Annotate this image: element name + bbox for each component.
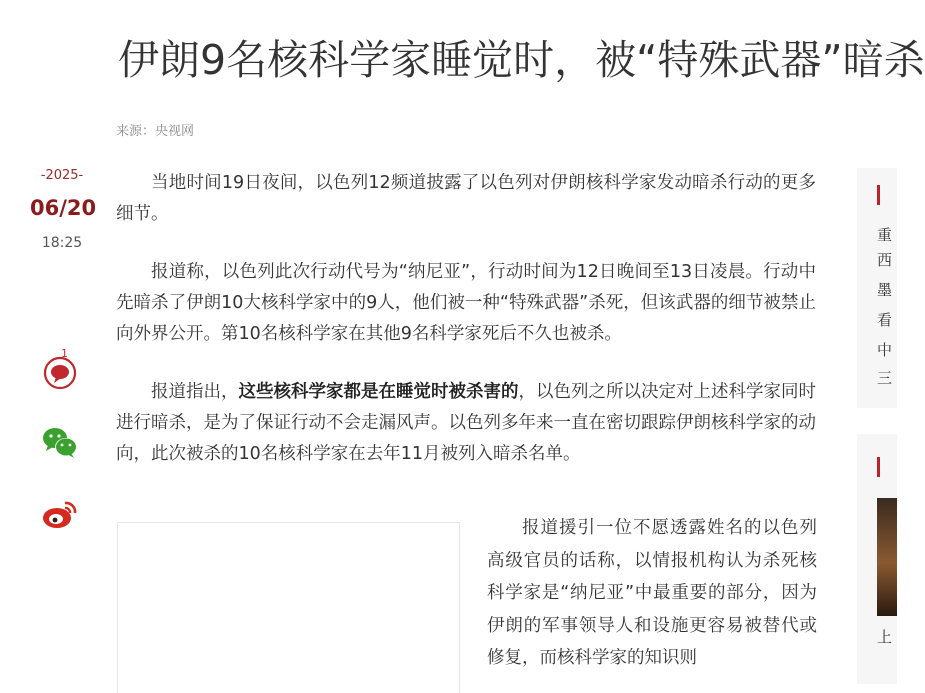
wechat-share-button[interactable] [40,423,80,463]
paragraph: 报道称，以色列此次行动代号为“纳尼亚”，行动时间为12日晚间至13日凌晨。行动中先暗杀了伊朗10大核科学家中的9人，他们被一种“特殊武器”杀死，但该武器的细节被禁止向外界公开。第10名核科学家在其他9名科学家死后不久也被杀。 [116,262,816,344]
featured-thumbnail[interactable] [877,498,897,616]
paragraph-rest: ，以色列之所以决定对上述科学家同时进行暗杀，是为了保证行动不会走漏风声。以色列多年来一直在密切跟踪伊朗核科学家的动向，此次被杀的10名核科学家在去年11月被列入暗杀名单。 [116,382,816,464]
section-marker [877,457,880,477]
paragraph-highlight: 这些核科学家都是在睡觉时被杀害的 [238,382,519,402]
wechat-icon [40,423,80,463]
date-year: -2025- [40,168,84,183]
related-news-item[interactable]: 中 [877,341,893,359]
section-marker [877,185,880,205]
comment-icon [40,352,80,392]
article-source: 来源：央视网 [116,124,195,139]
paragraph: 当地时间19日夜间，以色列12频道披露了以色列对伊朗核科学家发动暗杀行动的更多细节。 [116,173,816,224]
related-news-item[interactable]: 墨 [877,281,893,299]
related-news-item[interactable]: 三 [877,369,893,387]
date-day: 06/20 [30,196,97,220]
article-body [116,168,816,497]
comment-count: 1 [61,347,68,360]
related-news-item[interactable]: 西 [877,251,893,269]
article-image-placeholder [117,522,460,693]
featured-caption[interactable]: 上 [877,628,893,646]
weibo-share-button[interactable] [40,494,80,534]
related-news-item[interactable]: 重 [877,226,893,244]
related-news-item[interactable]: 看 [877,311,893,329]
article-title: 伊朗9名核科学家睡觉时，被“特殊武器”暗杀 [118,36,925,84]
comment-button[interactable] [40,352,80,392]
paragraph-lead: 报道指出， [151,382,239,402]
weibo-icon [40,494,80,534]
related-news-panel [857,168,897,408]
date-time: 18:25 [41,235,83,251]
side-paragraph: 报道援引一位不愿透露姓名的以色列高级官员的话称，以情报机构认为杀死核科学家是“纳尼亚”中最重要的部分，因为伊朗的军事领导人和设施更容易被替代或修复，而核科学家的知识则 [487,518,817,668]
paragraph [116,377,816,470]
